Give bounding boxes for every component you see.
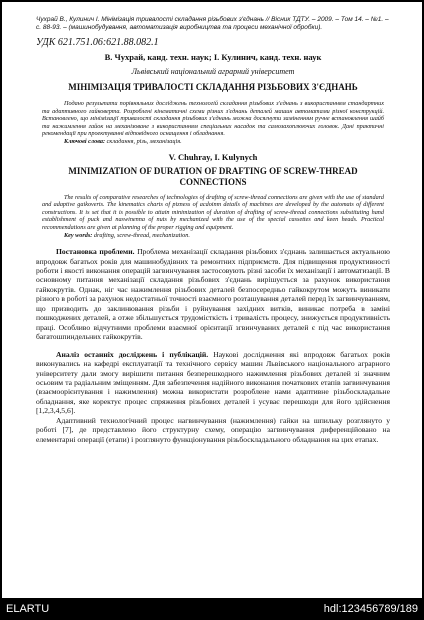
citation-header: Чухрай В., Кулинич І. Мінімізація тривалості складання різьбових з'єднань // Вісник ТДТУ. – 2009. – Том 14. – №1. – с. 88-93. – (машинобудування, автоматизація виробництва та процеси механічної обробки). — [36, 16, 389, 31]
document-page — [2, 2, 422, 598]
paragraph-analysis — [36, 350, 390, 416]
footer-bar — [0, 598, 424, 620]
paragraph-analysis-text: Наукові дослідження які впродовж багатьох років виконувались на кафедрі експлуатації та технічного сервісу машин Львівського національного аграрного університету дали змогу вирішити питання безперешкодного нажимлення різьбових деталей зі значним осьовим та радіальним зміщенням. Для забезпечення надійного виконання початкових етапів загвинчування (взаємоорієнтування і нажимлення) можна використати розроблене нами адаптивне різьбоскладальне обладнання, яке коректує процес спряження різьбових деталей і усуває перешкоди для його здійснення [1,2,3,4,5,6]. — [36, 349, 390, 416]
keywords-en-text: drafting, screw-thread, mechanization. — [93, 231, 190, 239]
keywords-ua — [64, 138, 384, 146]
paragraph-adaptive: Адаптивний технологічний процес нагвинчування (нажимлення) гайки на шпильку розглянуто у роботі [7], де представлено його структурну схему, операцію загвинчування диференційовано на елементарні операції (етапи) і розглянуто функціонування різьбоскладального обладнання на цих етапах. — [36, 415, 390, 444]
paragraph-analysis-label: Аналіз останніх досліджень і публікацій. — [56, 349, 209, 359]
authors-ua: В. Чухрай, канд. техн. наук; І. Кулинич, канд. техн. наук — [104, 52, 322, 62]
paragraph-problem-text: Проблема механізації складання різьбових з'єднань залишається актуальною впродовж багатьох років для машинобудівних та ремонтних підприємств. Для підвищення продуктивності роботи і якості виконання операцій загвинчування застосовують різні засоби їх механізації і автоматизації. В основному питання механізації складання різьбових з'єднань вирішується за рахунок використання гайкокрутів. Однак, ніг час нажимлення різьбових деталей безпосередньо гайкокрутом можуть виникати різного в роботі за рахунок недостатньої точності взаємного розташування деталей перед їх загвинчуванням, що призводить до заклинювання різьби і руйнування західних витків, виникає потреба в заміні пошкоджених деталей, а отже збільшується трудомісткість і тривалість процесу, знижується продуктивність праці. Особливо відчутними проблеми взаємної орієнтації згвинчуваних деталей є під час використання багатошпиндельних гайкокрутів. — [36, 247, 390, 342]
keywords-ua-label: Ключові слова: — [64, 137, 106, 145]
footer-repository: ELARTU — [6, 603, 50, 615]
keywords-en — [64, 232, 384, 240]
keywords-ua-text: складання, різь, механізація. — [106, 137, 182, 145]
title-ua: МІНІМІЗАЦІЯ ТРИВАЛОСТІ СКЛАДАННЯ РІЗЬБОВИХ З'ЄДНАНЬ — [68, 82, 358, 92]
udc-code: УДК 621.751.06:621.88.082.1 — [36, 37, 159, 48]
abstract-ua: Подано результати порівняльних досліджень технологій складання різьбових з'єднань з використанням стандартних та адаптивного гайковерта. Розроблені кінематичні схеми різних з'єднань деталей машин автоматами різної конструкцій. Встановлено, що мінімізації тривалості складання різьбових з'єднань можна досягнути заміненням ручне встановлення шайб та нажимлення гайок на механізоване з використанням спеціальних насадок та самозахоплюючих головок. Дані практичні рекомендації при проектуванні відповідного оснащення і обладнання. — [42, 100, 384, 138]
title-en: MINIMIZATION OF DURATION OF DRAFTING OF SCREW-THREAD CONNECTIONS — [68, 165, 358, 187]
affiliation: Львівський національний аграрний університет — [131, 67, 295, 76]
footer-handle: hdl:123456789/189 — [323, 603, 418, 615]
paragraph-problem — [36, 247, 390, 342]
abstract-en: The results of comparative researches of technologies of drafting of screw-thread connections are given with the use of standard and adaptive gaikoverts. The kinematics charts of pizness of acdoinm details of machines are developed by the automats of different constructions. It is set that it is possible to attain minimization of duration of drafting of screw-thread connections substituting hand establishment of puck and naswinenna of nuts by mechanized with the use of the special cassettes and keen heads. Practical recommendations are given at planning of the proper rigging and equipment. — [42, 193, 384, 231]
authors-en: V. Chuhray, I. Kulynych — [168, 151, 258, 162]
keywords-en-label: Key words: — [64, 231, 93, 239]
document-content — [36, 16, 390, 444]
paragraph-problem-label: Постановка проблеми. — [56, 247, 135, 257]
